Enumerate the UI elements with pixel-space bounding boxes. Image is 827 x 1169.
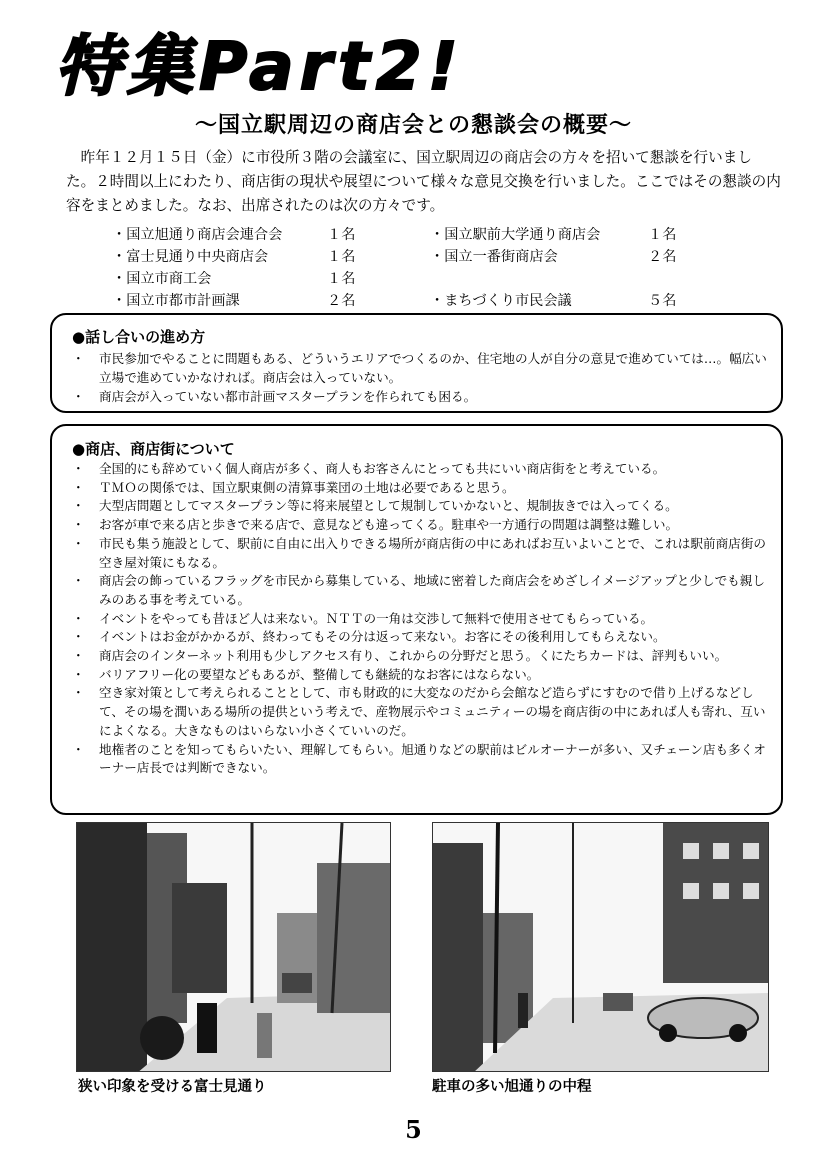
bullet-list — [72, 460, 767, 778]
attendee-count: １名 — [327, 227, 356, 243]
list-item: ・ ＴＭＯの関係では、国立駅東側の清算事業団の土地は必要であると思う。 — [72, 479, 767, 498]
list-item: ・ 全国的にも辞めていく個人商店が多く、商人もお客さんにとっても共にいい商店街をと考えている。 — [72, 460, 767, 479]
attendee-count: １名 — [327, 249, 356, 265]
attendee-name: ・国立市都市計画課 — [112, 293, 240, 309]
bullet-list — [72, 349, 767, 406]
photo-caption: 狭い印象を受ける富士見通り — [78, 1079, 267, 1095]
section-heading: ●商店、商店街について — [72, 440, 235, 458]
list-item: ・ 商店会が入っていない都市計画マスタープランを作られても困る。 — [72, 387, 767, 406]
page-number: 5 — [405, 1115, 422, 1144]
street-photo-asahi — [432, 822, 769, 1072]
attendee-name: ・まちづくり市民会議 — [430, 293, 572, 309]
discussion-method-box — [50, 313, 783, 413]
attendee-name: ・国立市商工会 — [112, 271, 212, 287]
list-item: ・ 商店会の飾っているフラッグを市民から募集している、地域に密着した商店会をめざしイメージアップと少しでも親しみのある事を考えている。 — [72, 572, 767, 609]
street-photo-image — [433, 823, 769, 1072]
list-item: ・ イベントをやっても昔ほど人は来ない。ＮＴＴの一角は交渉して無料で使用させてもらっている。 — [72, 610, 767, 629]
attendee-count: １名 — [648, 227, 677, 243]
attendee-count: ２名 — [648, 249, 677, 265]
list-item: ・ お客が車で来る店と歩きで来る店で、意見なども違ってくる。駐車や一方通行の問題は調整は難しい。 — [72, 516, 767, 535]
attendee-name: ・国立一番街商店会 — [430, 249, 558, 265]
attendee-name: ・国立旭通り商店会連合会 — [112, 227, 283, 243]
attendee-count: ５名 — [648, 293, 677, 309]
attendee-count: １名 — [327, 271, 356, 287]
list-item: ・ イベントはお金がかかるが、終わってもその分は返って来ない。お客にその後利用してもらえない。 — [72, 628, 767, 647]
list-item: ・ 商店会のインターネット利用も少しアクセス有り、これからの分野だと思う。くにたちカードは、評判もいい。 — [72, 647, 767, 666]
street-photo-fujimi — [76, 822, 391, 1072]
attendee-name: ・国立駅前大学通り商店会 — [430, 227, 601, 243]
photo-caption: 駐車の多い旭通りの中程 — [432, 1079, 592, 1095]
page-subtitle: 〜国立駅周辺の商店会との懇談会の概要〜 — [194, 113, 632, 138]
list-item: ・ 地権者のことを知ってもらいたい、理解してもらい。旭通りなどの駅前はビルオーナーが多い、又チェーン店も多くオーナー店長では判断できない。 — [72, 741, 767, 778]
street-photo-image — [77, 823, 391, 1072]
list-item: ・ 空き家対策として考えられることとして、市も財政的に大変なのだから会館など造らずにすむので借り上げるなどして、その場を潤いある場所の提供という考えで、産物展示やコミュニティーの場を商店街の中にあれば人も寄れ、互いによくなる。大きなものはいらない小さくていいのだ。 — [72, 684, 767, 740]
list-item: ・ 市民参加でやることに問題もある、どういうエリアでつくるのか、住宅地の人が自分の意見で進めていては…。幅広い立場で進めていかなければ。商店会は入っていない。 — [72, 349, 767, 387]
intro-paragraph: 昨年１２月１５日（金）に市役所３階の会議室に、国立駅周辺の商店会の方々を招いて懇談を行いました。２時間以上にわたり、商店街の現状や展望について様々な意見交換を行いました。ここではその懇談の内容をまとめました。なお、出席されたのは次の方々です。 — [66, 149, 781, 214]
page-title: 特集Part2! — [55, 28, 464, 105]
list-item: ・ 市民も集う施設として、駅前に自由に出入りできる場所が商店街の中にあればお互いよいことで、これは駅前商店街の空き屋対策にもなる。 — [72, 535, 767, 572]
attendee-count: ２名 — [327, 293, 356, 309]
attendee-name: ・富士見通り中央商店会 — [112, 249, 269, 265]
list-item: ・ 大型店問題としてマスタープラン等に将来展望として規制していかないと、規制抜きでは入ってくる。 — [72, 497, 767, 516]
list-item: ・ バリアフリー化の要望などもあるが、整備しても継続的なお客にはならない。 — [72, 666, 767, 685]
section-heading: ●話し合いの進め方 — [72, 328, 206, 346]
shops-box — [50, 424, 783, 815]
